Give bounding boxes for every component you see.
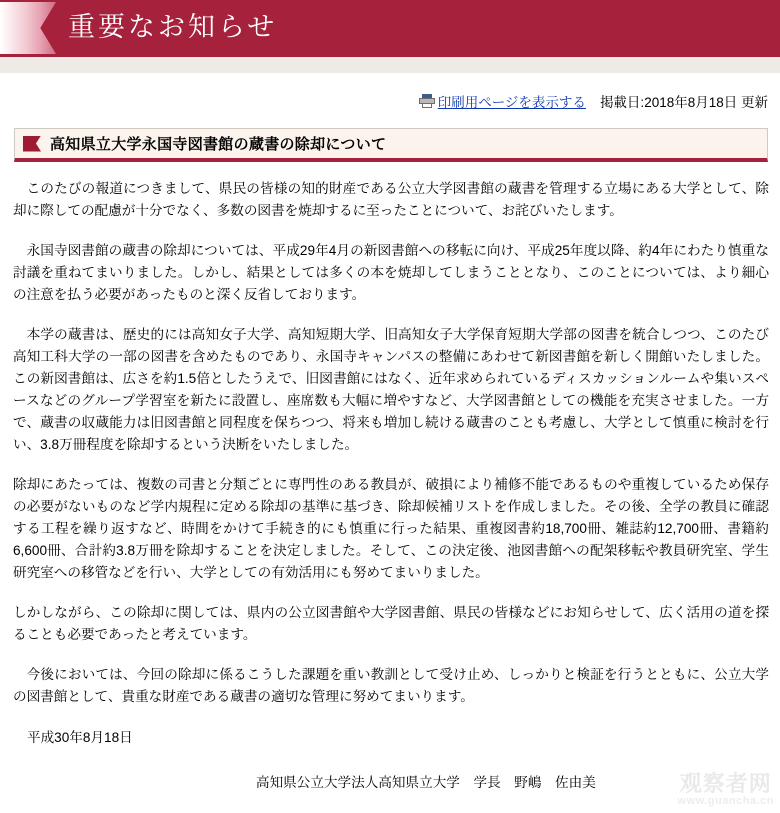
page-banner	[0, 0, 780, 57]
publish-date: 掲載日:2018年8月18日 更新	[599, 95, 768, 110]
section-heading	[14, 128, 768, 162]
article-paragraph: 除却にあたっては、複数の司書と分類ごとに専門性のある教員が、破損により補修不能であるものや重複しているため保存の必要がないものなど学内規程に定める除却の基準に基づき、除却候補リストを作成しました。その後、全学の教員に確認する工程を繰り返すなど、時間をかけて手続き的にも慎重に行った結果、重複図書約18,700冊、雑誌約12,700冊、書籍約6,600冊、合計約3.8万冊を除却することを決定しました。そして、この決定後、池図書館への配架移転や教員研究室、学生研究室への移管などを行い、大学としての有効活用にも努めてまいりました。	[13, 477, 769, 581]
page-title: 重要なお知らせ	[68, 12, 278, 42]
printer-icon	[419, 94, 435, 108]
section-heading-label: 高知県立大学永国寺図書館の蔵書の除却について	[50, 136, 387, 153]
article-paragraph: 今後においては、今回の除却に係るこうした課題を重い教訓として受け止め、しっかりと検証を行うとともに、公立大学の図書館として、貴重な財産である蔵書の適切な管理に努めてまいります。	[13, 667, 769, 705]
article-paragraph: 永国寺図書館の蔵書の除却については、平成29年4月の新図書館への移転に向け、平成25年度以降、約4年にわたり慎重な討議を重ねてまいりました。しかし、結果としては多くの本を焼却してしまうこととなり、このことについては、より細心の注意を払う必要があったものと深く反省しております。	[13, 243, 769, 303]
watermark-sub: www.guancha.cn	[677, 795, 774, 807]
watermark-main: 观察者网	[679, 770, 772, 796]
signature-date: 平成30年8月18日	[27, 730, 133, 746]
article-body	[0, 178, 780, 708]
article-paragraph: このたびの報道につきまして、県民の皆様の知的財産である公立大学図書館の蔵書を管理する立場にある大学として、除却に際しての配慮が十分でなく、多数の図書を焼却するに至ったことについて、お詫びいたします。	[13, 181, 769, 219]
print-page-link[interactable]: 印刷用ページを表示する	[437, 95, 586, 110]
article-paragraph: 本学の蔵書は、歴史的には高知女子大学、高知短期大学、旧高知女子大学保育短期大学部の図書を統合しつつ、このたび高知工科大学の一部の図書を含めたものであり、永国寺キャンパスの整備にあわせて新図書館を新しく開館いたしました。この新図書館は、広さを約1.5倍としたうえで、旧図書館にはなく、近年求められているディスカッションルームや集いスペースなどのグループ学習室を新たに設置し、座席数も大幅に増やすなど、大学図書館としての機能を充実させました。一方で、蔵書の収蔵能力は旧図書館と同程度を保ちつつ、将来も増加し続ける蔵書のことも考慮し、大学として慎重に検討を行い、3.8万冊程度を除却するという決断をいたしました。	[13, 327, 769, 453]
ribbon-icon	[0, 2, 56, 54]
banner-underbar	[0, 57, 780, 74]
utility-row	[0, 74, 780, 111]
flag-icon	[23, 136, 41, 152]
signature-name: 高知県公立大学法人高知県立大学 学長 野嶋 佐由美	[256, 775, 596, 791]
article-paragraph: しかしながら、この除却に関しては、県内の公立図書館や大学図書館、県民の皆様などにお知らせして、広く活用の道を探ることも必要であったと考えています。	[13, 605, 769, 643]
signature-block	[0, 726, 780, 791]
